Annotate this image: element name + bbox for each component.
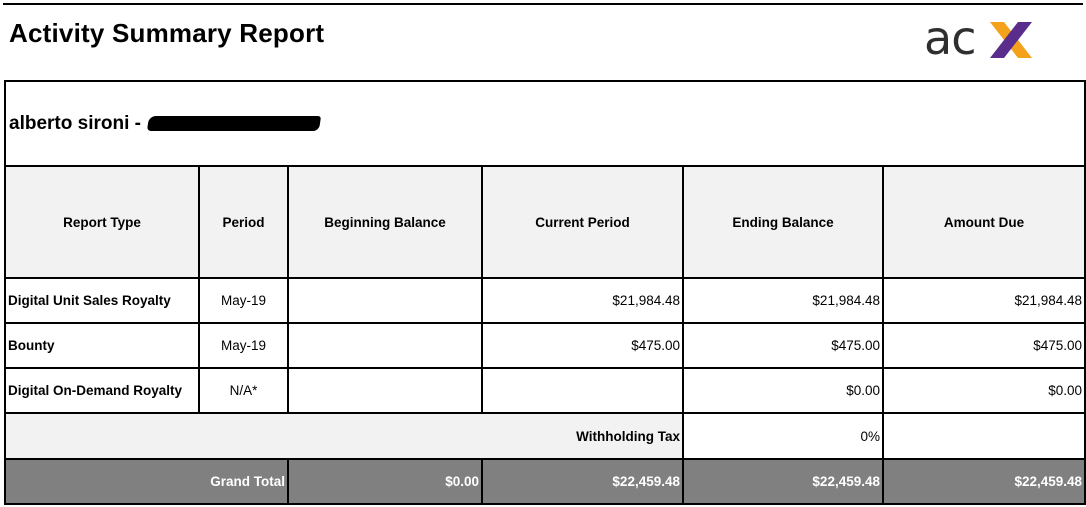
period-cell: N/A* [199,368,288,413]
col-header-report-type: Report Type [5,166,199,278]
withholding-tax-value: 0% [683,413,883,459]
beginning-balance-cell [288,278,482,323]
ending-balance-cell: $21,984.48 [683,278,883,323]
table-header-row [5,166,1085,278]
report-type-cell: Digital Unit Sales Royalty [5,278,199,323]
current-period-cell: $21,984.48 [482,278,683,323]
acx-logo [924,14,1036,62]
beginning-balance-cell [288,323,482,368]
report-type-cell: Bounty [5,323,199,368]
withholding-tax-empty [883,413,1085,459]
beginning-balance-cell [288,368,482,413]
account-name: alberto sironi - [9,112,141,134]
amount-due-cell: $475.00 [883,323,1085,368]
col-header-current-period: Current Period [482,166,683,278]
table-row [5,368,1085,413]
grand-total-row [5,459,1085,504]
redacted-account-id [147,116,321,131]
ending-balance-cell: $0.00 [683,368,883,413]
grand-total-label: Grand Total [5,459,288,504]
period-cell: May-19 [199,323,288,368]
top-rule [3,3,1083,5]
withholding-tax-label: Withholding Tax [5,413,683,459]
grand-total-due: $22,459.48 [883,459,1085,504]
acx-logo-graphic [924,14,1036,62]
amount-due-cell: $0.00 [883,368,1085,413]
col-header-amount-due: Amount Due [883,166,1085,278]
period-cell: May-19 [199,278,288,323]
ending-balance-cell: $475.00 [683,323,883,368]
current-period-cell [482,368,683,413]
amount-due-cell: $21,984.48 [883,278,1085,323]
report-type-cell: Digital On-Demand Royalty [5,368,199,413]
col-header-beginning-balance: Beginning Balance [288,166,482,278]
current-period-cell: $475.00 [482,323,683,368]
table-row [5,323,1085,368]
col-header-period: Period [199,166,288,278]
page-title: Activity Summary Report [9,18,325,48]
grand-total-current: $22,459.48 [482,459,683,504]
account-name-row [5,81,1085,166]
grand-total-beginning: $0.00 [288,459,482,504]
withholding-tax-row [5,413,1085,459]
col-header-ending-balance: Ending Balance [683,166,883,278]
activity-summary-table [4,80,1086,505]
grand-total-ending: $22,459.48 [683,459,883,504]
table-row [5,278,1085,323]
svg-text:ac: ac [924,14,976,62]
account-name-cell [5,81,1085,166]
